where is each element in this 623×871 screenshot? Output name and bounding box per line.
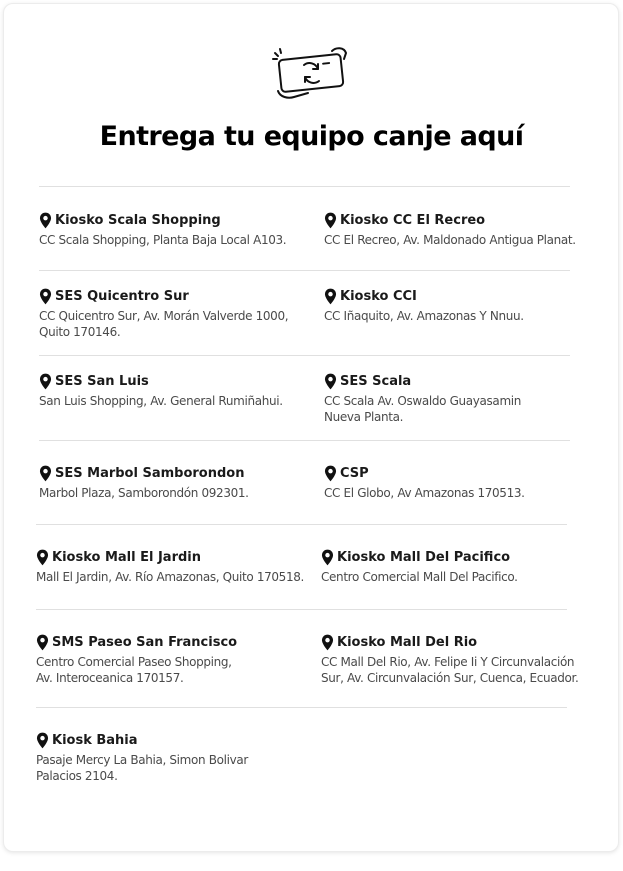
location-item <box>36 548 311 585</box>
divider <box>39 355 570 356</box>
location-address: Marbol Plaza, Samborondón 092301. <box>39 486 249 500</box>
location-name: SMS Paseo San Francisco <box>52 634 238 650</box>
location-pin-icon <box>39 465 52 482</box>
page-title: Entrega tu equipo canje aquí <box>99 121 524 152</box>
location-item <box>39 287 314 340</box>
location-address: CC Mall Del Rio, Av. Felipe Ii Y Circunvalación Sur, Av. Circunvalación Sur, Cuenca, Ecuador. <box>321 655 579 685</box>
location-pin-icon <box>324 465 337 482</box>
divider <box>36 707 567 708</box>
divider <box>36 524 567 525</box>
location-name: Kiosk Bahia <box>52 732 138 748</box>
location-item <box>324 287 599 324</box>
location-address: Centro Comercial Mall Del Pacifico. <box>321 570 518 584</box>
location-item <box>39 372 314 409</box>
location-pin-icon <box>39 212 52 229</box>
location-pin-icon <box>39 373 52 390</box>
location-address: CC Quicentro Sur, Av. Morán Valverde 1000, Quito 170146. <box>39 309 289 339</box>
location-pin-icon <box>321 634 334 651</box>
phone-exchange-icon <box>272 43 352 103</box>
location-address: CC Scala Av. Oswaldo Guayasamin Nueva Planta. <box>324 394 522 424</box>
location-pin-icon <box>36 634 49 651</box>
location-name: Kiosko Mall El Jardin <box>52 549 201 565</box>
location-address: San Luis Shopping, Av. General Rumiñahui. <box>39 394 283 408</box>
location-address: CC El Recreo, Av. Maldonado Antigua Planat. <box>324 233 576 247</box>
location-pin-icon <box>36 549 49 566</box>
location-address: CC El Globo, Av Amazonas 170513. <box>324 486 525 500</box>
location-pin-icon <box>321 549 334 566</box>
location-pin-icon <box>36 732 49 749</box>
location-address: CC Scala Shopping, Planta Baja Local A103. <box>39 233 287 247</box>
divider <box>36 609 567 610</box>
location-name: Kiosko CC El Recreo <box>340 212 486 228</box>
location-item <box>36 731 311 784</box>
location-item <box>36 633 311 686</box>
location-pin-icon <box>39 288 52 305</box>
location-address: Pasaje Mercy La Bahia, Simon Bolivar Palacios 2104. <box>36 753 248 783</box>
location-name: Kiosko Scala Shopping <box>55 212 221 228</box>
location-pin-icon <box>324 288 337 305</box>
location-name: SES Marbol Samborondon <box>55 465 245 481</box>
location-item <box>39 211 314 248</box>
location-address: Centro Comercial Paseo Shopping, Av. Interoceanica 170157. <box>36 655 232 685</box>
location-address: Mall El Jardin, Av. Río Amazonas, Quito 170518. <box>36 570 305 584</box>
location-item <box>324 211 599 248</box>
location-name: SES Scala <box>340 373 412 389</box>
divider <box>39 440 570 441</box>
location-item <box>321 548 596 585</box>
location-pin-icon <box>324 212 337 229</box>
location-address: CC Iñaquito, Av. Amazonas Y Nnuu. <box>324 309 524 323</box>
location-item <box>39 464 314 501</box>
location-name: SES Quicentro Sur <box>55 288 189 304</box>
location-item <box>324 372 599 425</box>
location-pin-icon <box>324 373 337 390</box>
location-item <box>321 633 596 686</box>
location-name: CSP <box>340 465 369 481</box>
location-item <box>324 464 599 501</box>
location-name: Kiosko Mall Del Rio <box>337 634 478 650</box>
divider <box>39 186 570 187</box>
location-name: Kiosko Mall Del Pacifico <box>337 549 511 565</box>
divider <box>39 270 570 271</box>
location-name: Kiosko CCI <box>340 288 417 304</box>
location-name: SES San Luis <box>55 373 149 389</box>
